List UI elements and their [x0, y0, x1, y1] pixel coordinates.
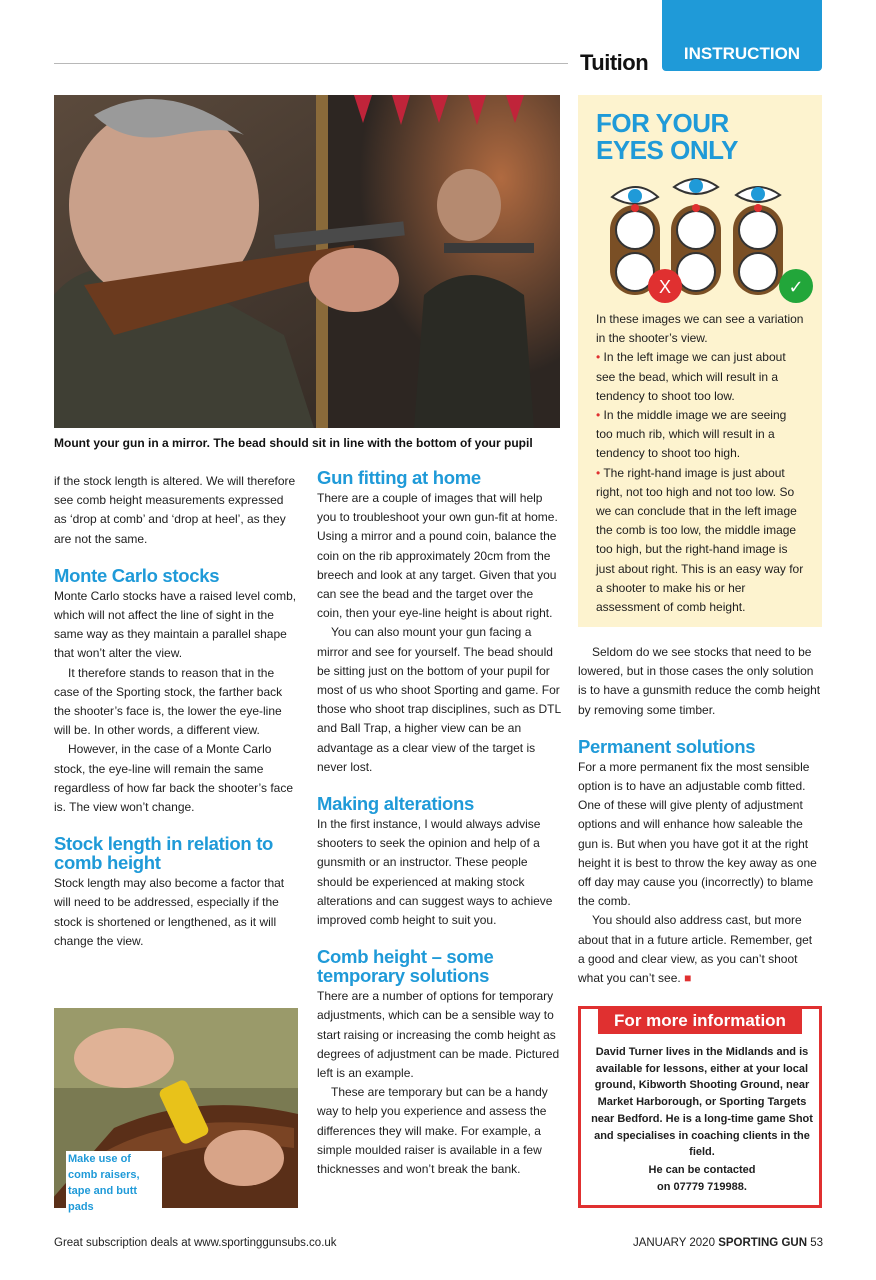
- body-paragraph: [578, 911, 822, 988]
- sidebar-bullet: In the middle image we are seeing too much rib, which will result in a tendency to shoot too high.: [596, 408, 787, 461]
- column-2: [317, 468, 561, 1179]
- heading-alterations: Making alterations: [317, 793, 475, 815]
- heading-stock-length: Stock length in relation to comb height: [54, 833, 274, 874]
- footer-folio: [560, 1237, 823, 1249]
- body-paragraph: Seldom do we see stocks that need to be lowered, but in those cases the only solution is to have a gunsmith reduce the comb height by removing some timber.: [578, 645, 821, 717]
- footer-magazine: SPORTING GUN: [718, 1237, 807, 1249]
- bullet-marker: •: [596, 465, 601, 480]
- body-paragraph: These are temporary but can be a handy way to help you experience and assess the differences they will make. For example, a simple moulded raiser is available in a few thicknesses and won’t break the bank.: [317, 1085, 548, 1177]
- column-3: [578, 643, 822, 988]
- body-paragraph: In the first instance, I would always advise shooters to seek the opinion and help of a gunsmith or an instructor. These people should be experienced at making stock alterations and can suggest ways to achieve improved comb height to suit you.: [317, 817, 553, 928]
- info-body: David Turner lives in the Midlands and is available for lessons, either at your local ground, Kibworth Shooting Ground, near Market Harborough, or Sporting Targets near Bedford. He is a long-time game Shot and specialises in coaching clients in the field.: [591, 1046, 813, 1159]
- sidebar-bullet: The right-hand image is just about right, not too high and not too low. So we can conclude that in the left image the comb is too low, the middle image too high, but the right-hand image is just about right. This is an easy way for a shooter to make his or her assessment of comb height.: [596, 465, 804, 615]
- info-contact: [590, 1162, 814, 1195]
- photo-caption: Mount your gun in a mirror. The bead should sit in line with the bottom of your pupil: [54, 436, 533, 450]
- body-paragraph: It therefore stands to reason that in the case of the Sporting stock, the farther back the shooter’s face is, the lower the eye-line will be. In other words, a different view.: [54, 665, 283, 738]
- section-tag: INSTRUCTION: [662, 0, 822, 71]
- heading-permanent: Permanent solutions: [578, 735, 756, 757]
- end-mark-icon: ■: [684, 971, 692, 986]
- header-rule: [54, 63, 568, 64]
- closing-text: You should also address cast, but more about that in a future article. Remember, get a good and clear view, as you can’t shoot what you can’t see.: [578, 913, 813, 986]
- photo-label: Make use of comb raisers, tape and butt pads: [66, 1151, 162, 1215]
- eye-figure-right: [733, 187, 783, 295]
- heading-gun-fitting: Gun fitting at home: [317, 467, 481, 488]
- sidebar-bullet: In the left image we can just about see the bead, which will result in a tendency to shoot too low.: [596, 350, 786, 403]
- body-paragraph: There are a number of options for temporary adjustments, which can be a sensible way to start raising or increasing the comb height as degrees of adjustment can be made. Pictured left is an example.: [317, 989, 560, 1081]
- column-1: [54, 472, 297, 951]
- bullet-marker: •: [596, 350, 601, 365]
- footer-subscription: Great subscription deals at www.sportinggunsubs.co.uk: [54, 1237, 337, 1249]
- body-paragraph: if the stock length is altered. We will therefore see comb height measurements expressed as ‘drop at comb’ and ‘drop at heel’, as they are not the same.: [54, 474, 296, 546]
- body-paragraph: Monte Carlo stocks have a raised level comb, which will not affect the line of sight in the same way as they maintain a parallel shape that won’t alter the view.: [54, 588, 297, 661]
- bullet-marker: •: [596, 408, 601, 423]
- heading-temporary: Comb height – some temporary solutions: [317, 946, 494, 987]
- sidebar-text: [596, 310, 806, 617]
- info-heading: For more information: [598, 1008, 802, 1034]
- sidebar-title: FOR YOUR EYES ONLY: [596, 108, 738, 165]
- body-paragraph: Stock length may also become a factor that will need to be addressed, especially if the stock is shortened or lengthened, as it will change the view.: [54, 876, 285, 948]
- heading-monte-carlo: Monte Carlo stocks: [54, 564, 220, 586]
- wrong-mark: X: [658, 277, 672, 297]
- sidebar-intro: In these images we can see a variation in the shooter’s view.: [596, 312, 804, 346]
- footer-date: JANUARY 2020: [632, 1237, 715, 1249]
- body-paragraph: For a more permanent fix the most sensible option is to have an adjustable comb fitted. One of these will give plenty of adjustment options and will enhance how saleable the gun is. But when you have got it at the right height it is best to throw the key away as one off day may cause you (incorrectly) to blame the comb.: [578, 759, 817, 909]
- contact-phone: on 07779 719988.: [657, 1180, 747, 1193]
- body-paragraph: You can also mount your gun facing a mirror and see for yourself. The bead should be sitting just on the bottom of your pupil for most of us who shoot Sporting and game. For those who shoot trap disciplines, such as DTL and Ball Trap, a higher view can be an advantage as a clear view of the target is never lost.: [317, 625, 561, 774]
- right-mark: ✓: [788, 277, 804, 298]
- body-paragraph: There are a couple of images that will help you to troubleshoot your own gun-fit at home. Using a mirror and a pound coin, balance the coin on the rib approximately 20cm from the breech and look at any target. Given that you can see the bead and the target over the coin, then your eye-line height is about right.: [317, 491, 558, 621]
- eye-diagram: [596, 175, 818, 305]
- section-title: Tuition: [580, 50, 649, 75]
- page-number: 53: [810, 1237, 823, 1249]
- contact-line: He can be contacted: [648, 1164, 756, 1176]
- body-paragraph: However, in the case of a Monte Carlo stock, the eye-line will remain the same regardless of how far back the shooter’s face is. The view won’t change.: [54, 742, 294, 815]
- mirror-gun-mount-photo: [54, 95, 560, 428]
